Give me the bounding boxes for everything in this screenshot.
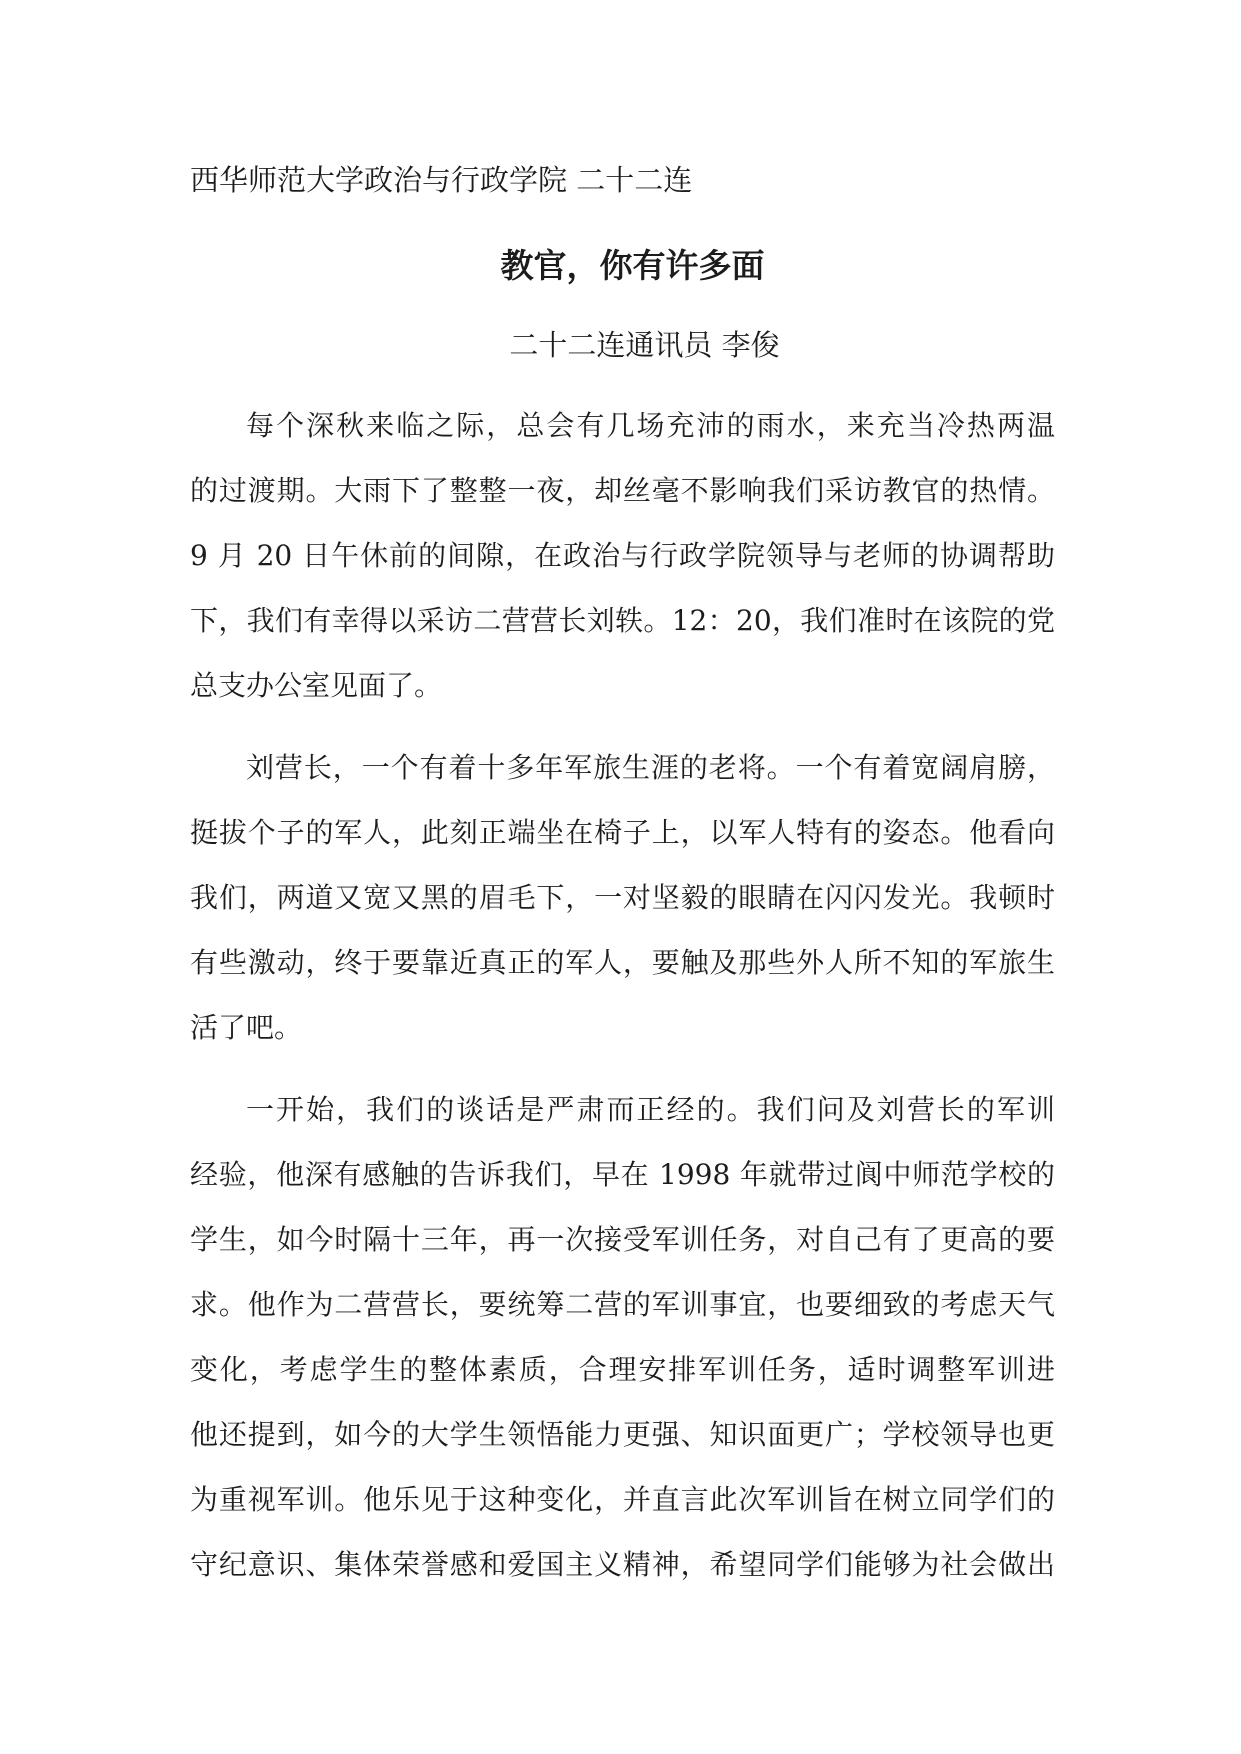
paragraph-line: 活了吧。	[190, 1011, 303, 1044]
paragraph	[190, 393, 1055, 718]
paragraph-line: 一开始，我们的谈话是严肃而正经的。我们问及刘营长的军训	[246, 1093, 1055, 1126]
paragraph-line: 下，我们有幸得以采访二营营长刘轶。12：20，我们准时在该院的党	[190, 604, 1055, 637]
article-title: 教官，你有许多面	[500, 246, 765, 285]
paragraph-line: 刘营长，一个有着十多年军旅生涯的老将。一个有着宽阔肩膀，	[246, 751, 1055, 784]
paragraph-line: 每个深秋来临之际，总会有几场充沛的雨水，来充当冷热两温	[246, 409, 1055, 442]
paragraph-line: 变化，考虑学生的整体素质，合理安排军训任务，适时调整军训进	[190, 1353, 1055, 1386]
paragraph-line: 挺拔个子的军人，此刻正端坐在椅子上，以军人特有的姿态。他看向	[190, 816, 1055, 849]
paragraph-line: 守纪意识、集体荣誉感和爱国主义精神，希望同学们能够为社会做出	[190, 1548, 1055, 1581]
paragraph-line: 总支办公室见面了。	[190, 669, 443, 702]
paragraph	[190, 735, 1055, 1060]
paragraph-line: 经验，他深有感触的告诉我们，早在 1998 年就带过阆中师范学校的	[190, 1158, 1055, 1191]
paragraph	[190, 1077, 1055, 1597]
paragraph-line: 有些激动，终于要靠近真正的军人，要触及那些外人所不知的军旅生	[190, 946, 1055, 979]
paragraph-line: 9 月 20 日午休前的间隙，在政治与行政学院领导与老师的协调帮助	[190, 539, 1055, 572]
article-body	[190, 393, 1055, 1597]
paragraph-line: 为重视军训。他乐见于这种变化，并直言此次军训旨在树立同学们的	[190, 1483, 1055, 1516]
paragraph-line: 学生，如今时隔十三年，再一次接受军训任务，对自己有了更高的要	[190, 1223, 1055, 1256]
paragraph-line: 求。他作为二营营长，要统筹二营的军训事宜，也要细致的考虑天气	[190, 1288, 1055, 1321]
article-byline: 二十二连通讯员 李俊	[509, 328, 780, 362]
paragraph-line: 的过渡期。大雨下了整整一夜，却丝毫不影响我们采访教官的热情。	[190, 474, 1055, 507]
document-header: 西华师范大学政治与行政学院 二十二连	[190, 163, 693, 197]
paragraph-line: 他还提到，如今的大学生领悟能力更强、知识面更广；学校领导也更	[190, 1418, 1055, 1451]
paragraph-line: 我们，两道又宽又黑的眉毛下，一对坚毅的眼睛在闪闪发光。我顿时	[190, 881, 1055, 914]
